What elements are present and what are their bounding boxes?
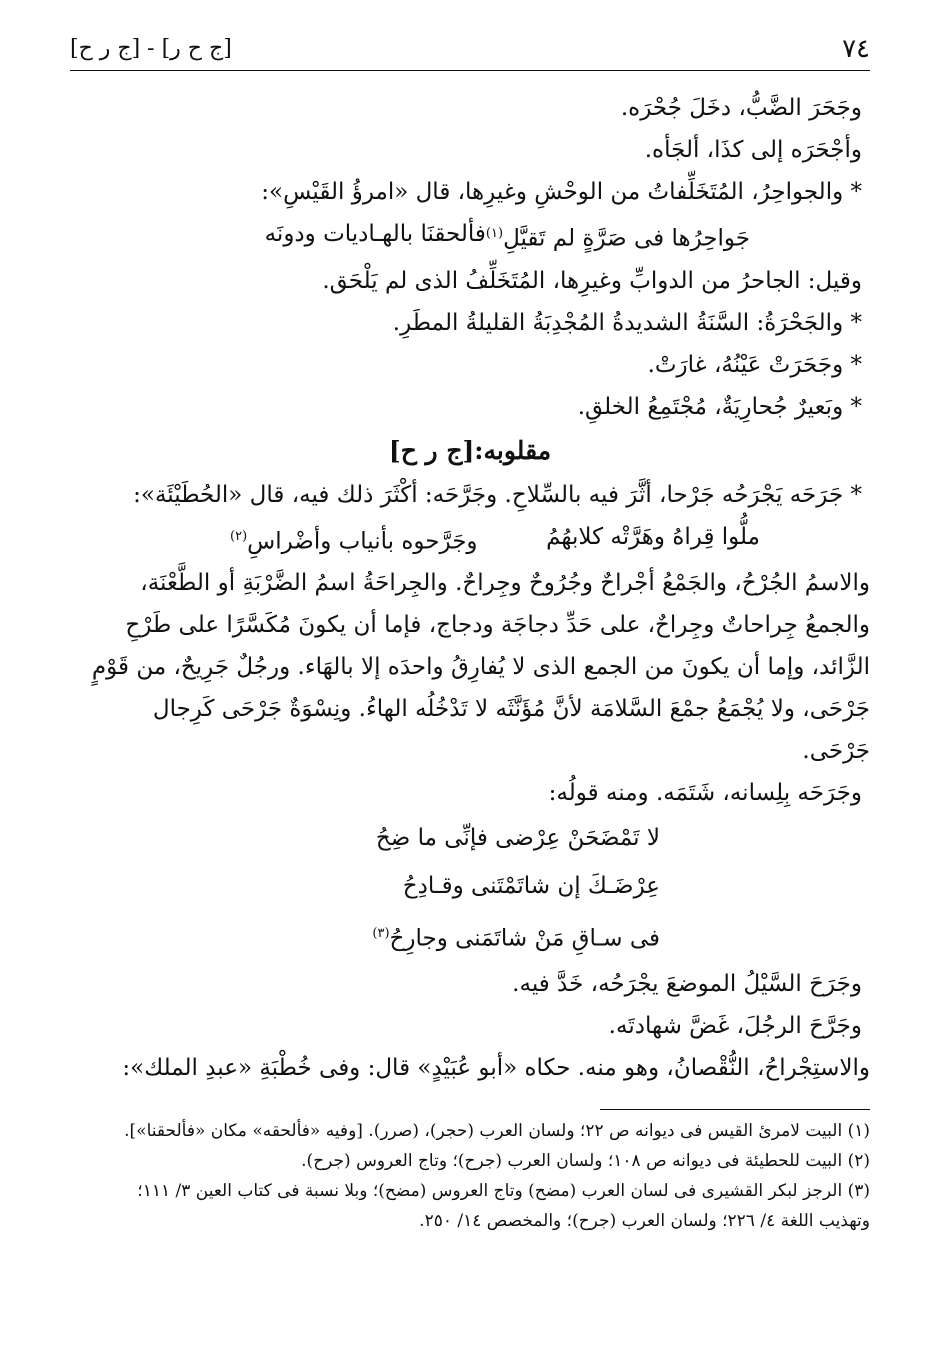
text-line: وجَرَّحَ الرجُلَ، غَضَّ شهادتَه. bbox=[608, 1012, 862, 1039]
page-header bbox=[70, 30, 870, 71]
verse-second-hemistich: وجَرَّحوه بأنياب وأضْراسِ$^{(٢)}$ bbox=[230, 528, 478, 555]
rajaz-verse bbox=[70, 814, 870, 963]
text-line: * والجواحِرُ، المُتَخَلِّفاتُ من الوحْشِ وغيرِها، قال «امرؤُ القَيْسِ»: bbox=[261, 179, 862, 205]
rajaz-line: فى سـاقِ مَنْ شاتَمَنى وجارِحُ$^{(٣)}$ bbox=[372, 925, 660, 952]
rajaz-line: لا تَمْضَحَنْ عِرْضى فإنِّى ما ضِحُ bbox=[375, 825, 660, 852]
rajaz-line: عِرْضَـكَ إن شاتَمْتَنى وقـادِحُ bbox=[402, 873, 660, 900]
footnote: (٣) الرجز لبكر القشيرى فى لسان العرب (مضح) وتاج العروس (مضح)؛ وبلا نسبة فى كتاب العين ٣/ ١١١؛ bbox=[137, 1180, 870, 1201]
text-line: وجَرَحَ السَّيْلُ الموضعَ يجْرَحُه، خَدَّ فيه. bbox=[512, 970, 862, 997]
text-line: وجَرَحَه بِلِسانه، شَتَمَه. ومنه قولُه: bbox=[548, 780, 862, 807]
running-head: [ج ح ر] - [ج ر ح] bbox=[70, 36, 232, 61]
main-text bbox=[70, 87, 870, 1089]
text-line: * والجَحْرَةُ: السَّنَةُ الشديدةُ المُجْدِبَةُ القليلةُ المطَرِ. bbox=[392, 309, 862, 336]
text-line: وأجْحَرَه إلى كذَا، ألجَأه. bbox=[644, 137, 862, 163]
footnote: وتهذيب اللغة ٤/ ٢٢٦؛ ولسان العرب (جرح)؛ والمخصص ١٤/ ٢٥٠. bbox=[419, 1210, 870, 1231]
verse-second-hemistich: فألحقنَا بالهـاديات ودونَه bbox=[264, 221, 486, 247]
text-line: وجَحَرَ الضَّبُّ، دخَلَ جُحْرَه. bbox=[620, 95, 862, 121]
section-title: مقلوبه:[ج ر ح] bbox=[388, 435, 552, 465]
text-line: جَرْحَى. bbox=[802, 738, 870, 765]
page bbox=[70, 30, 870, 1236]
footnote-marker: (٢) bbox=[230, 528, 248, 544]
footnote: (١) البيت لامرئ القيس فى ديوانه ص ٢٢؛ ولسان العرب (حجر)، (صرر). [وفيه «فألحقه» مكان «فألحقنا»]. bbox=[124, 1120, 870, 1141]
text-line: والاستِجْراحُ، النُّقْصانُ، وهو منه. حكاه «أبو عُبَيْدٍ» قال: وفى خُطْبَةِ «عبدِ الملك»: bbox=[122, 1054, 870, 1081]
text-line: والاسمُ الجُرْحُ، والجَمْعُ أجْراحٌ وجُرُوحٌ وجِراحٌ. والجِراحَةُ اسمُ الضَّرْبَةِ أو الطَّعْنَة، bbox=[140, 570, 870, 597]
text-line: جَرْحَى، ولا يُجْمَعُ جمْعَ السَّلامَة لأنَّ مُؤَنَّثَه لا تَدْخُلُه الهاءُ. ونِسْوَةٌ جَرْحَى كَرِجال bbox=[152, 696, 870, 723]
text-line: وقيل: الجاحرُ من الدوابِّ وغيرِها، المُتَخَلِّفُ الذى لم يَلْحَق. bbox=[322, 267, 862, 294]
text-line: والجمعُ جِراحاتٌ وجِراحٌ، على حَدِّ دجاجَة ودجاج، فإما أن يكونَ مُكَسَّرًا على طَرْحِ bbox=[125, 612, 870, 639]
text-line: * وجَحَرَتْ عَيْنُهُ، غارَتْ. bbox=[647, 351, 862, 378]
verse-1 bbox=[70, 213, 870, 260]
footnote-marker: (١) bbox=[485, 226, 504, 241]
verse-2 bbox=[70, 516, 870, 563]
page-number: ٧٤ bbox=[842, 34, 870, 64]
footnotes bbox=[70, 1116, 870, 1236]
verse-first-hemistich: ملُّوا قِراهُ وهَرَّتْه كلابهُمُ bbox=[546, 523, 760, 550]
footnote: (٢) البيت للحطيئة فى ديوانه ص ١٠٨؛ ولسان العرب (جرح)؛ وتاج العروس (جرح). bbox=[301, 1150, 870, 1171]
footnote-marker: (٣) bbox=[372, 926, 390, 942]
verse-first-hemistich: جَواحِرُها فى صَرَّةٍ لم تَقيَّلِ$^{(١)}$ bbox=[485, 225, 750, 252]
text-line: الزَّائد، وإما أن يكونَ من الجمع الذى لا يُفارِقُ واحدَه إلا بالهَاء. ورجُلٌ جَرِيحٌ، من قَوْمٍ bbox=[91, 654, 870, 681]
text-line: * وبَعيرٌ جُحارِيَةٌ، مُجْتَمِعُ الخلقِ. bbox=[577, 393, 862, 420]
text-line: * جَرَحَه يَجْرَحُه جَرْحا، أثَّرَ فيه بالسِّلاحِ. وجَرَّحَه: أكْثَرَ ذلك فيه، قال «الحُطَيْئَة»: bbox=[133, 481, 862, 508]
footnote-divider bbox=[600, 1109, 870, 1110]
